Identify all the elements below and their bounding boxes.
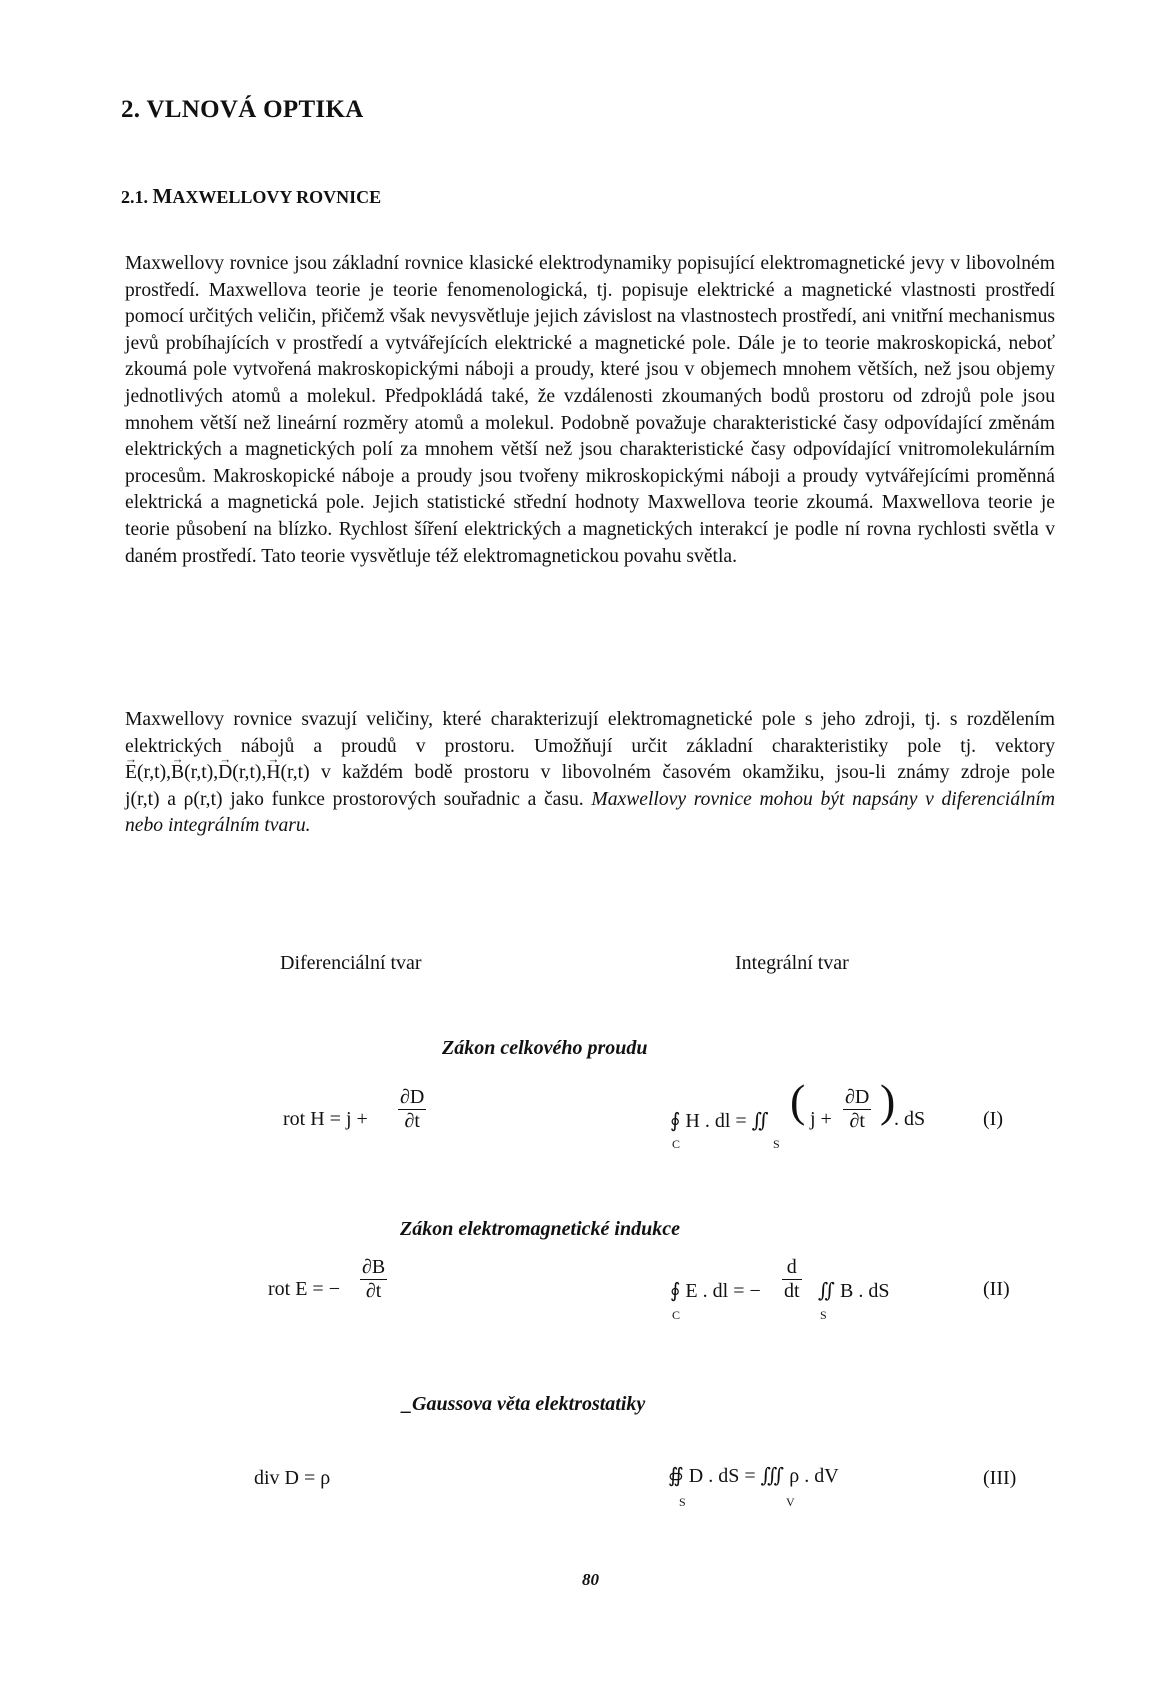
equation-2-integral: ∮ E . dl = − bbox=[670, 1280, 761, 1302]
paragraph2-italic: Maxwellovy rovnice mohou být napsány v diferenciálním nebo integrálním tvaru. bbox=[125, 788, 1056, 837]
equation-1-integral: ∮ H . dl = ∬ bbox=[670, 1110, 769, 1132]
section-title-rest: AXWELLOVY ROVNICE bbox=[172, 187, 382, 207]
field-vectors: → E(r,t),→ B(r,t),→ D(r,t),→ H(r,t) bbox=[125, 762, 310, 783]
vector-b: → B bbox=[171, 760, 184, 787]
page-number: 80 bbox=[582, 1570, 599, 1589]
subscript-surface: S bbox=[820, 1308, 827, 1322]
equation-number-2: (II) bbox=[983, 1278, 1010, 1300]
subscript-surface: S bbox=[679, 1495, 686, 1509]
paragraph2-text-b: v každém bodě prostoru v libovolném časovém okamžiku, jsou-li známy zdroje pole bbox=[309, 762, 1055, 784]
equation-number-1: (I) bbox=[983, 1108, 1003, 1130]
section-title bbox=[121, 184, 381, 209]
equation-1-differential: rot H = j + bbox=[283, 1108, 368, 1130]
equation-1-integral-rhs: . dS bbox=[894, 1108, 926, 1130]
law-title-em-induction: Zákon elektromagnetické indukce bbox=[400, 1218, 680, 1240]
section-title-initial: M bbox=[152, 184, 173, 208]
section-number: 2.1. bbox=[121, 187, 153, 207]
subscript-curve: C bbox=[672, 1137, 681, 1151]
equation-1-differential-fraction: $\frac{\partial D}{\partial t}$ bbox=[400, 1086, 425, 1132]
equation-3-differential: div D = ρ bbox=[254, 1467, 331, 1489]
law-title-gauss-electrostatics: _Gaussova věta elektrostatiky bbox=[402, 1393, 646, 1415]
equation-2-differential-fraction: $\frac{\partial B}{\partial t}$ bbox=[362, 1256, 386, 1302]
subscript-volume: V bbox=[786, 1495, 795, 1509]
vector-h: → H bbox=[266, 760, 280, 787]
chapter-title: 2. VLNOVÁ OPTIKA bbox=[121, 96, 364, 123]
equation-number-3: (III) bbox=[983, 1467, 1017, 1489]
subscript-surface: S bbox=[773, 1137, 780, 1151]
equation-2-integral-fraction: $\frac{d}{dt}$ bbox=[784, 1256, 800, 1302]
equation-2-integral-rhs: ∬ B . dS bbox=[818, 1280, 890, 1302]
equation-1-integral-inner: j + bbox=[810, 1108, 832, 1130]
integral-form-heading: Integrální tvar bbox=[735, 952, 849, 974]
differential-form-heading: Diferenciální tvar bbox=[280, 952, 422, 974]
second-paragraph bbox=[125, 707, 1055, 840]
paragraph2-text-a: Maxwellovy rovnice svazují veličiny, které charakterizují elektromagnetické pole s jeho zdroji, tj. s rozdělením elektrických nábojů a proudů v prostoru. Umožňují určit základní charakteristiky pole tj. vektory bbox=[125, 709, 1055, 757]
law-title-total-current: Zákon celkového proudu bbox=[442, 1037, 648, 1059]
left-paren: ( bbox=[790, 1075, 806, 1126]
vector-d: → D bbox=[218, 760, 232, 787]
intro-paragraph: Maxwellovy rovnice jsou základní rovnice klasické elektrodynamiky popisující elektromagnetické jevy v libovolném prostředí. Maxwellova teorie je teorie fenomenologická, tj. popisuje elektrické a magnetické vlastnosti prostředí pomocí určitých veličin, přičemž však nevysvětluje jejich závislost na vlastnostech prostředí, ani vnitřní mechanismus jevů probíhajících v prostředí a vytvářejících elektrické a magnetické pole. Dále je to teorie makroskopická, neboť zkoumá pole vytvořená makroskopickými náboji a proudy, které jsou v objemech mnohem větších, než jsou objemy jednotlivých atomů a molekul. Předpokládá také, že vzdálenosti zkoumaných bodů prostoru od zdrojů pole jsou mnohem větší než lineární rozměry atomů a molekul. Podobně považuje charakteristické časy odpovídající změnám elektrických a magnetických polí za mnohem větší než jsou charakteristické časy odpovídající vnitromolekulárním procesům. Makroskopické náboje a proudy jsou tvořeny mikroskopickými náboji a proudy vytvářejícími proměnná elektrická a magnetická pole. Jejich statistické střední hodnoty Maxwellova teorie zkoumá. Maxwellova teorie je teorie působení na blízko. Rychlost šíření elektrických a magnetických interakcí je podle ní rovna rychlosti světla v daném prostředí. Tato teorie vysvětluje též elektromagnetickou povahu světla. bbox=[125, 253, 1055, 567]
equation-3-integral: ∯ D . dS = ∭ ρ . dV bbox=[668, 1465, 839, 1487]
equation-1-integral-fraction: $\frac{\partial D}{\partial t}$ bbox=[845, 1086, 870, 1132]
paragraph2-text-c: jako funkce prostorových souřadnic a času. bbox=[222, 788, 592, 810]
field-sources: j(r,t) a ρ(r,t) bbox=[125, 788, 223, 810]
vector-e: → E bbox=[125, 760, 137, 787]
right-paren: ) bbox=[880, 1075, 896, 1126]
subscript-curve: C bbox=[672, 1308, 681, 1322]
equation-2-differential: rot E = − bbox=[268, 1278, 340, 1300]
